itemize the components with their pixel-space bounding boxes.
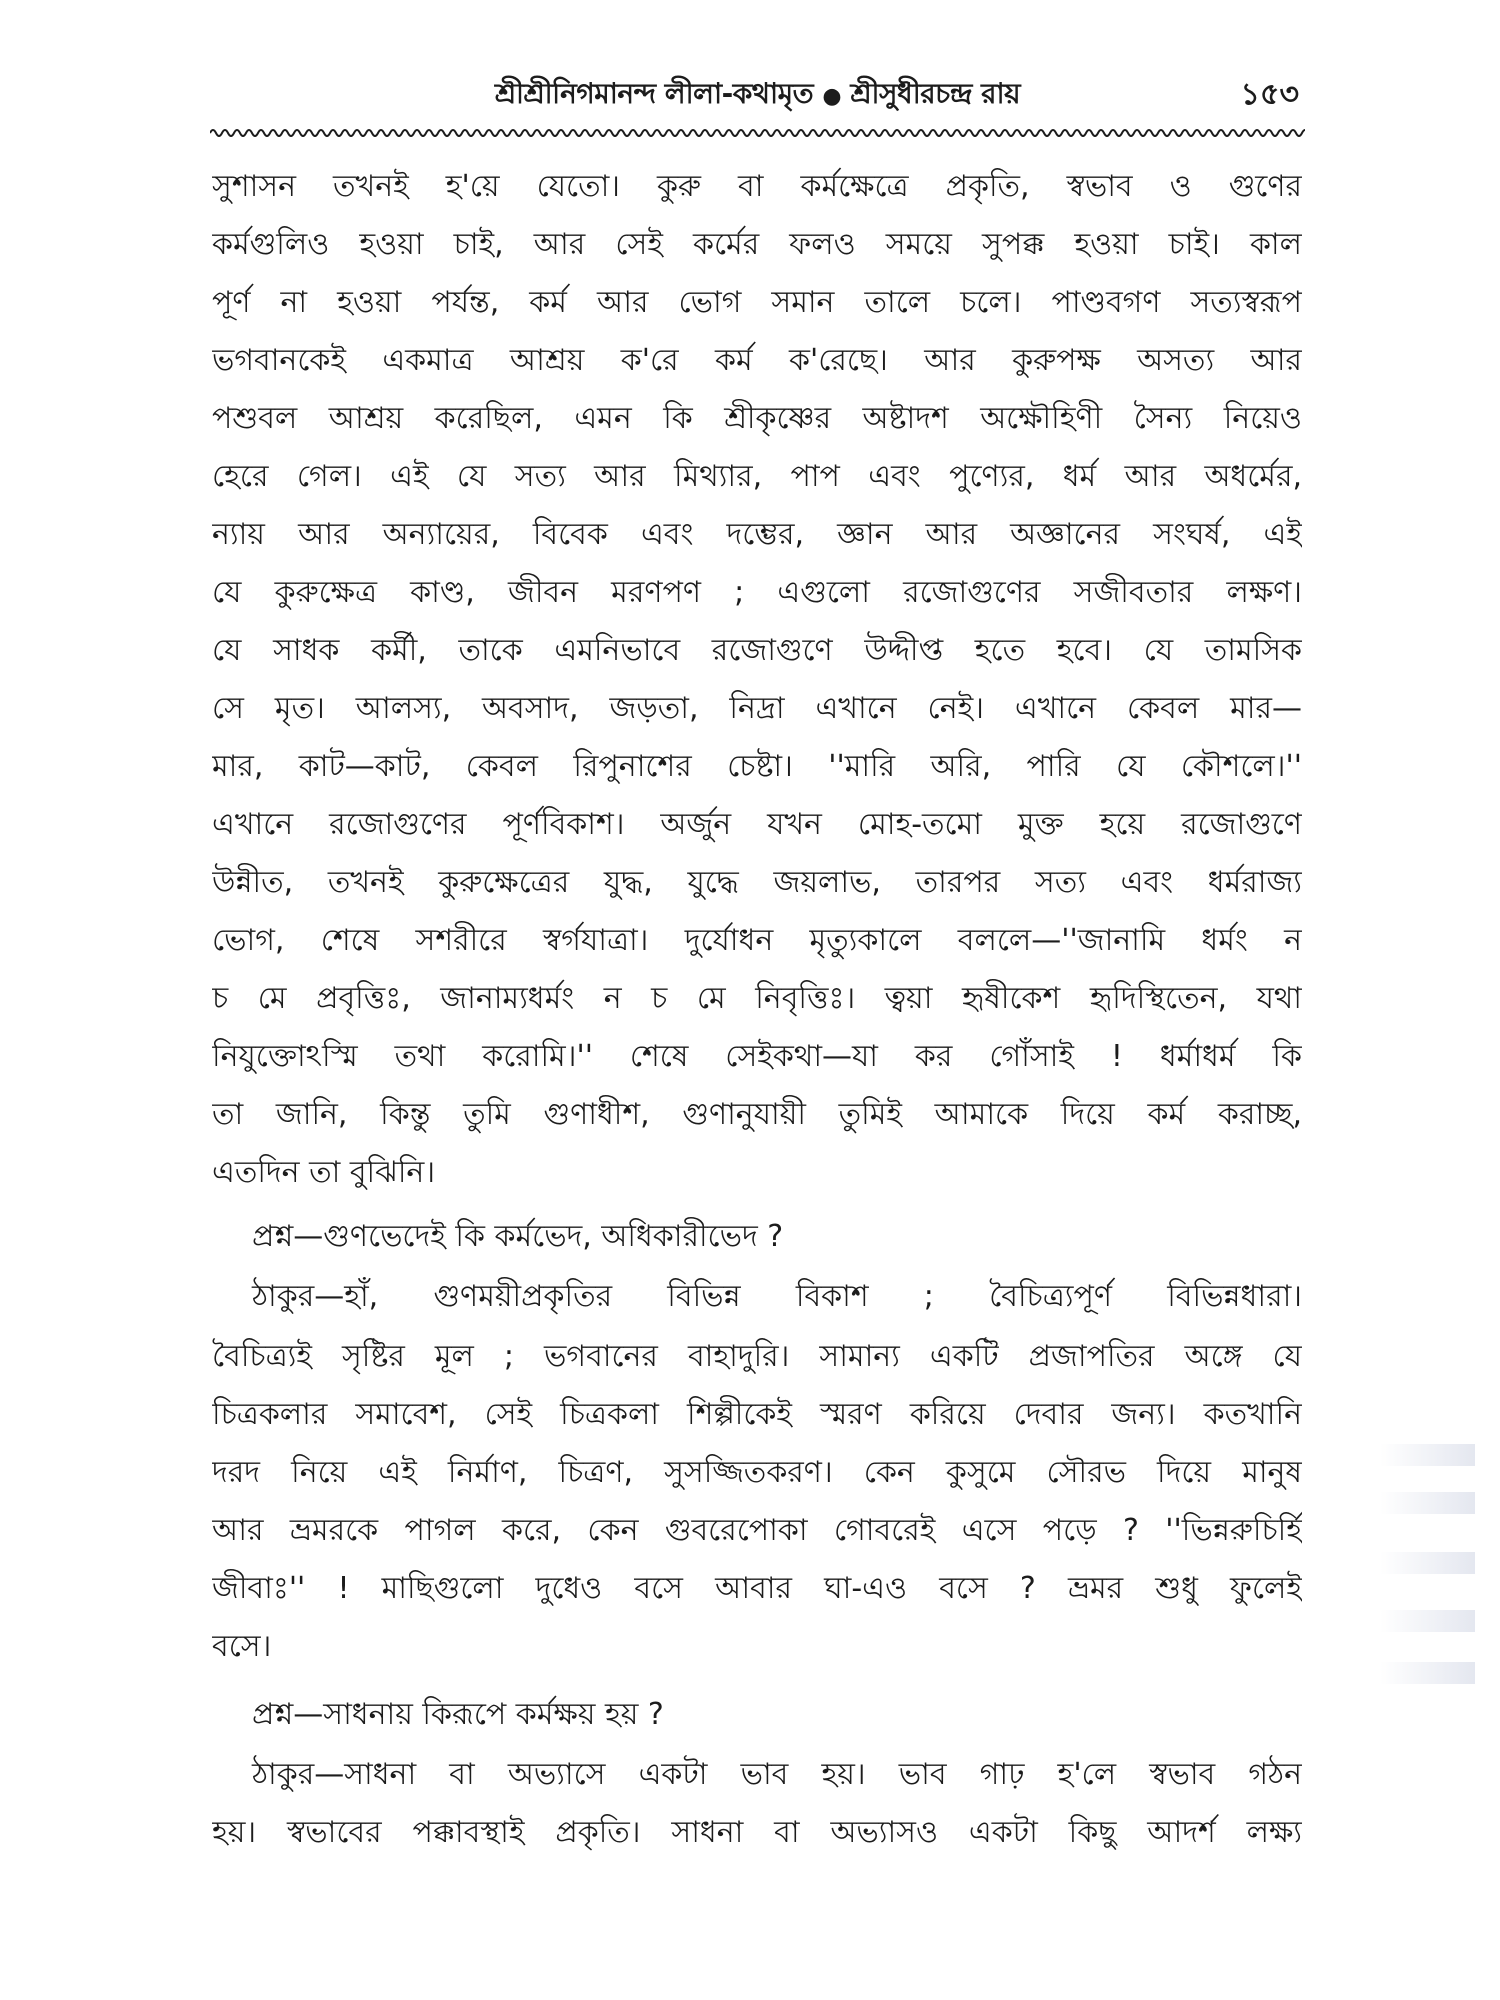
text-line: যে কুরুক্ষেত্র কাণ্ড, জীবন মরণপণ ; এগুলো রজোগুণের সজীবতার লক্ষণ। bbox=[212, 575, 1302, 610]
text-line: চিত্রকলার সমাবেশ, সেই চিত্রকলা শিল্পীকেই স্মরণ করিয়ে দেবার জন্য। কতখানি bbox=[212, 1397, 1302, 1432]
text-line: আর ভ্রমরকে পাগল করে, কেন গুবরেপোকা গোবরেই এসে পড়ে ? ''ভিন্নরুচির্হি bbox=[212, 1513, 1302, 1548]
text-line: পশুবল আশ্রয় করেছিল, এমন কি শ্রীকৃষ্ণের অষ্টাদশ অক্ষৌহিণী সৈন্য নিয়েও bbox=[212, 401, 1302, 436]
header-title bbox=[210, 72, 1305, 119]
show-through-smudge bbox=[1380, 1662, 1475, 1684]
show-through-smudge bbox=[1380, 1444, 1475, 1466]
text-line: ভগবানকেই একমাত্র আশ্রয় ক'রে কর্ম ক'রেছে। আর কুরুপক্ষ অসত্য আর bbox=[212, 343, 1302, 378]
answer-line: ঠাকুর—হাঁ, গুণময়ীপ্রকৃতির বিভিন্ন বিকাশ ; বৈচিত্র্যপূর্ণ বিভিন্নধারা। bbox=[252, 1279, 1302, 1314]
show-through-smudge bbox=[1380, 1610, 1475, 1632]
header-separator-dot: ● bbox=[822, 84, 842, 109]
text-line: হেরে গেল। এই যে সত্য আর মিথ্যার, পাপ এবং পুণ্যের, ধর্ম আর অধর্মের, bbox=[212, 459, 1302, 494]
answer-line: ঠাকুর—সাধনা বা অভ্যাসে একটা ভাব হয়। ভাব গাঢ় হ'লে স্বভাব গঠন bbox=[252, 1757, 1302, 1792]
text-line: যে সাধক কর্মী, তাকে এমনিভাবে রজোগুণে উদ্দীপ্ত হতে হবে। যে তামসিক bbox=[212, 633, 1302, 668]
text-line: কর্মগুলিও হওয়া চাই, আর সেই কর্মের ফলও সময়ে সুপক্ক হওয়া চাই। কাল bbox=[212, 227, 1302, 262]
text-line: নিযুক্তোঽস্মি তথা করোমি।'' শেষে সেইকথা—যা কর গোঁসাই ! ধর্মাধর্ম কি bbox=[212, 1039, 1302, 1074]
text-line: সুশাসন তখনই হ'য়ে যেতো। কুরু বা কর্মক্ষেত্রে প্রকৃতি, স্বভাব ও গুণের bbox=[212, 169, 1302, 204]
header-title-right: শ্রীসুধীরচন্দ্র রায় bbox=[850, 77, 1021, 110]
question-line: প্রশ্ন—গুণভেদেই কি কর্মভেদ, অধিকারীভেদ ? bbox=[252, 1219, 784, 1254]
paragraph-end-line: এতদিন তা বুঝিনি। bbox=[212, 1155, 436, 1190]
header-title-left: শ্রীশ্রীনিগমানন্দ লীলা-কথামৃত bbox=[494, 77, 814, 110]
text-line: হয়। স্বভাবের পক্কাবস্থাই প্রকৃতি। সাধনা বা অভ্যাসও একটা কিছু আদর্শ লক্ষ্য bbox=[212, 1815, 1302, 1850]
show-through-smudge bbox=[1380, 1492, 1475, 1514]
text-line: চ মে প্রবৃত্তিঃ, জানাম্যধর্মং ন চ মে নিবৃত্তিঃ। ত্বয়া হৃষীকেশ হৃদিস্থিতেন, যথা bbox=[212, 981, 1302, 1016]
running-header bbox=[210, 58, 1305, 118]
text-line: তা জানি, কিন্তু তুমি গুণাধীশ, গুণানুযায়ী তুমিই আমাকে দিয়ে কর্ম করাচ্ছ, bbox=[212, 1097, 1302, 1132]
text-line: সে মৃত। আলস্য, অবসাদ, জড়তা, নিদ্রা এখানে নেই। এখানে কেবল মার— bbox=[212, 691, 1302, 726]
text-line: ন্যায় আর অন্যায়ের, বিবেক এবং দম্ভের, জ্ঞান আর অজ্ঞানের সংঘর্ষ, এই bbox=[212, 517, 1302, 552]
text-line: জীবাঃ'' ! মাছিগুলো দুধেও বসে আবার ঘা-এও বসে ? ভ্রমর শুধু ফুলেই bbox=[212, 1571, 1302, 1606]
text-line: পূর্ণ না হওয়া পর্যন্ত, কর্ম আর ভোগ সমান তালে চলে। পাণ্ডবগণ সত্যস্বরূপ bbox=[212, 285, 1302, 320]
header-wavy-rule bbox=[210, 126, 1305, 140]
text-line: উন্নীত, তখনই কুরুক্ষেত্রের যুদ্ধ, যুদ্ধে জয়লাভ, তারপর সত্য এবং ধর্মরাজ্য bbox=[212, 865, 1302, 900]
text-line: বৈচিত্র্যই সৃষ্টির মূল ; ভগবানের বাহাদুরি। সামান্য একটি প্রজাপতির অঙ্গে যে bbox=[212, 1339, 1302, 1374]
text-line: দরদ নিয়ে এই নির্মাণ, চিত্রণ, সুসজ্জিতকরণ। কেন কুসুমে সৌরভ দিয়ে মানুষ bbox=[212, 1455, 1302, 1490]
text-line: ভোগ, শেষে সশরীরে স্বর্গযাত্রা। দুর্যোধন মৃত্যুকালে বললে—''জানামি ধর্মং ন bbox=[212, 923, 1302, 958]
show-through-smudge bbox=[1380, 1552, 1475, 1574]
text-line: এখানে রজোগুণের পূর্ণবিকাশ। অর্জুন যখন মোহ-তমো মুক্ত হয়ে রজোগুণে bbox=[212, 807, 1302, 842]
paragraph-end-line: বসে। bbox=[212, 1629, 272, 1664]
question-line: প্রশ্ন—সাধনায় কিরূপে কর্মক্ষয় হয় ? bbox=[252, 1697, 664, 1732]
text-line: মার, কাট—কাট, কেবল রিপুনাশের চেষ্টা। ''মারি অরি, পারি যে কৌশলে।'' bbox=[212, 749, 1302, 784]
page-number: ১৫৩ bbox=[1240, 77, 1299, 112]
